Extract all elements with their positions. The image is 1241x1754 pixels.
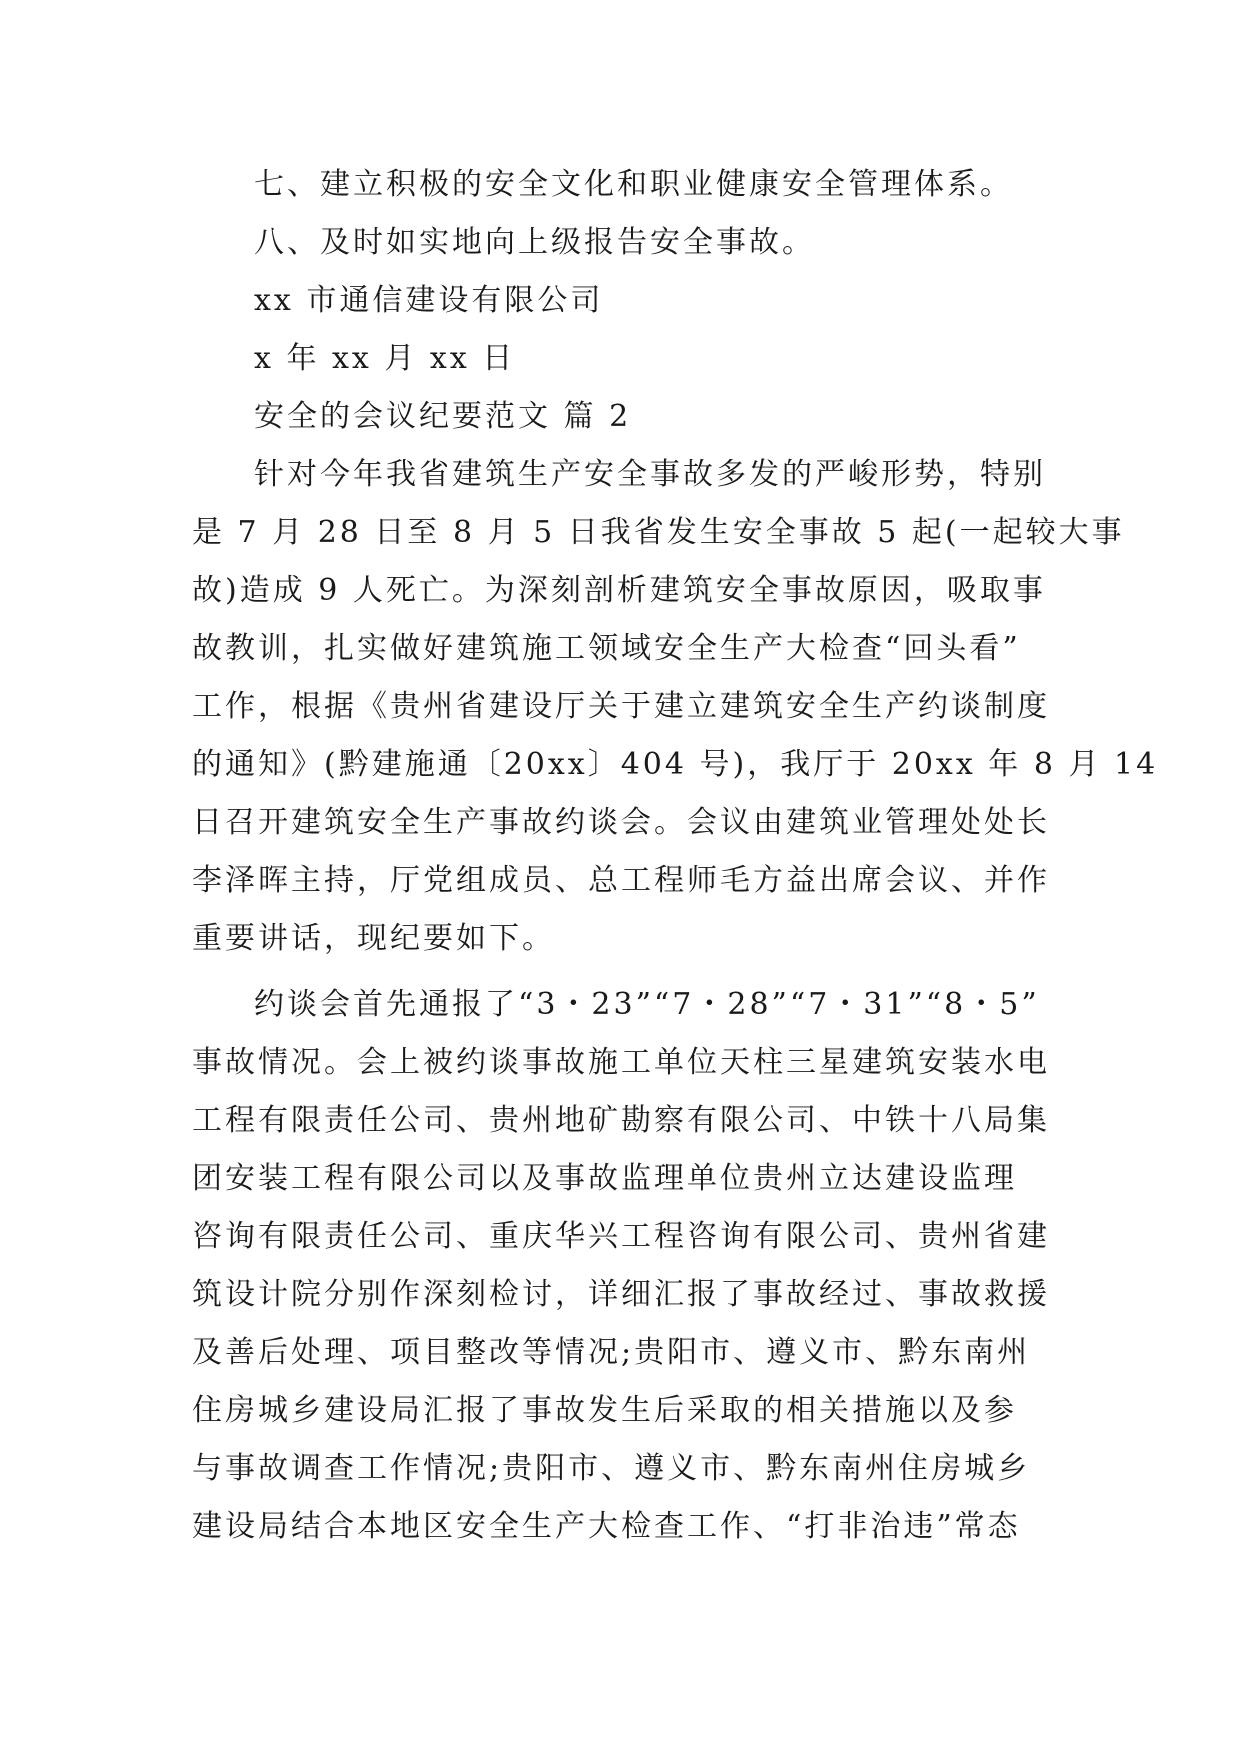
paragraph-line: 工程有限责任公司、贵州地矿勘察有限公司、中铁十八局集	[192, 1103, 1050, 1138]
paragraph-line: 约谈会首先通报了“3・23”“7・28”“7・31”“8・5”	[254, 987, 1040, 1022]
paragraph-line: 团安装工程有限公司以及事故监理单位贵州立达建设监理	[192, 1161, 1017, 1196]
paragraph-line: 的通知》(黔建施通〔20xx〕404 号)，我厅于 20xx 年 8 月 14	[192, 747, 1159, 782]
company-signature: xx 市通信建设有限公司	[254, 283, 604, 318]
paragraph-line: 是 7 月 28 日至 8 月 5 日我省发生安全事故 5 起(一起较大事	[192, 515, 1125, 550]
paragraph-line: 工作，根据《贵州省建设厅关于建立建筑安全生产约谈制度	[192, 689, 1050, 724]
paragraph-line: 筑设计院分别作深刻检讨，详细汇报了事故经过、事故救援	[192, 1277, 1050, 1312]
paragraph-line: 建设局结合本地区安全生产大检查工作、“打非治违”常态	[192, 1509, 1021, 1544]
paragraph-1	[192, 446, 1159, 968]
paragraph-2	[192, 976, 1052, 1556]
paragraph-line: 故教训，扎实做好建筑施工领域安全生产大检查“回头看”	[192, 631, 1021, 666]
paragraph-line: 事故情况。会上被约谈事故施工单位天柱三星建筑安装水电	[192, 1045, 1050, 1080]
paragraph-line: 住房城乡建设局汇报了事故发生后采取的相关措施以及参	[192, 1393, 1017, 1428]
list-item-eight: 八、及时如实地向上级报告安全事故。	[254, 225, 815, 260]
document-page	[192, 156, 1159, 1556]
signature-date: x 年 xx 月 xx 日	[254, 341, 516, 376]
paragraph-line: 咨询有限责任公司、重庆华兴工程咨询有限公司、贵州省建	[192, 1219, 1050, 1254]
section-heading: 安全的会议纪要范文 篇 2	[254, 399, 632, 434]
paragraph-line: 日召开建筑安全生产事故约谈会。会议由建筑业管理处处长	[192, 805, 1050, 840]
paragraph-line: 重要讲话，现纪要如下。	[192, 921, 555, 956]
paragraph-line: 故)造成 9 人死亡。为深刻剖析建筑安全事故原因，吸取事	[192, 573, 1046, 608]
paragraph-line: 与事故调查工作情况;贵阳市、遵义市、黔东南州住房城乡	[192, 1451, 1031, 1486]
paragraph-line: 针对今年我省建筑生产安全事故多发的严峻形势，特别	[254, 457, 1046, 492]
paragraph-line: 李泽晖主持，厅党组成员、总工程师毛方益出席会议、并作	[192, 863, 1050, 898]
list-item-seven: 七、建立积极的安全文化和职业健康安全管理体系。	[254, 167, 1013, 202]
paragraph-line: 及善后处理、项目整改等情况;贵阳市、遵义市、黔东南州	[192, 1335, 1031, 1370]
